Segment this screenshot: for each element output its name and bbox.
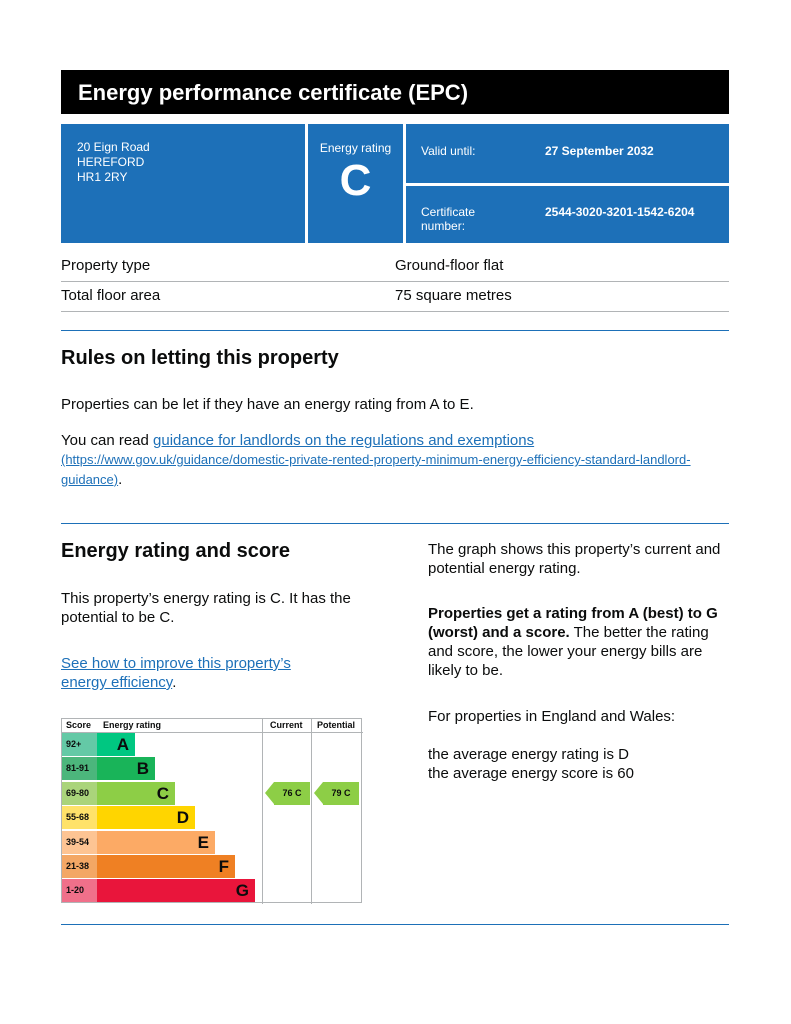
graph-description: The graph shows this property’s current and potential energy rating. [428, 541, 721, 577]
rating-explanation-rest: The better the rating and score, the lower your energy bills are likely to be. [428, 624, 709, 679]
average-rating-text: the average energy rating is D [428, 746, 629, 763]
letting-guidance-paragraph [61, 431, 729, 490]
average-score-text: the average energy score is 60 [428, 765, 634, 782]
rating-explanation-bold: Properties get a rating from A (best) to G (worst) and a score. [428, 605, 718, 641]
property-type-value: Ground-floor flat [395, 257, 504, 274]
band-score-f: 21-38 [62, 855, 97, 878]
letting-heading: Rules on letting this property [61, 347, 339, 369]
chart-header-current: Current [270, 720, 303, 730]
band-bar-c: C [97, 782, 175, 805]
band-score-d: 55-68 [62, 806, 97, 829]
property-type-label: Property type [61, 257, 151, 274]
valid-until-label: Valid until: [421, 144, 476, 158]
epc-rating-chart [61, 718, 362, 903]
band-bar-f: F [97, 855, 235, 878]
band-score-a: 92+ [62, 733, 97, 756]
address-line-2: HEREFORD [77, 155, 145, 169]
page-title: Energy performance certificate (EPC) [61, 70, 729, 114]
energy-rating-paragraph: This property’s energy rating is C. It has the potential to be C. [61, 590, 351, 626]
chart-header-energy-rating: Energy rating [103, 720, 162, 730]
section-divider [61, 330, 729, 331]
improve-efficiency-link[interactable]: See how to improve this property’s energy efficiency [61, 655, 291, 691]
section-divider [61, 523, 729, 524]
potential-rating-arrow-tip [314, 782, 323, 804]
current-rating-arrow-label: 76 C [274, 782, 310, 805]
certificate-label-line-1: Certificate [421, 205, 476, 219]
energy-rating-panel [308, 124, 403, 243]
band-score-g: 1-20 [62, 879, 97, 902]
floor-area-row [61, 282, 729, 312]
potential-rating-arrow-label: 79 C [323, 782, 359, 805]
improve-paragraph [61, 654, 331, 692]
floor-area-label: Total floor area [61, 287, 161, 304]
chart-header-potential: Potential [317, 720, 356, 730]
rating-explanation [428, 604, 730, 680]
property-type-row [61, 252, 729, 282]
england-wales-text: For properties in England and Wales: [428, 708, 676, 725]
band-bar-a: A [97, 733, 135, 756]
guidance-url-link[interactable]: (https://www.gov.uk/guidance/domestic-private-rented-property-minimum-energy-efficiency-standard-landlord-guidance) [61, 452, 691, 487]
floor-area-value: 75 square metres [395, 287, 512, 304]
section-divider [61, 924, 729, 925]
band-bar-d: D [97, 806, 195, 829]
certificate-number-panel [406, 186, 729, 243]
band-bar-b: B [97, 757, 155, 780]
address-panel [61, 124, 305, 243]
band-score-c: 69-80 [62, 782, 97, 805]
chart-column-divider [262, 719, 263, 904]
band-bar-g: G [97, 879, 255, 902]
energy-rating-label: Energy rating [319, 141, 392, 155]
certificate-number-label [421, 205, 475, 233]
address-line-1: 20 Eign Road [77, 140, 150, 154]
energy-heading: Energy rating and score [61, 540, 290, 562]
energy-rating-letter: C [339, 156, 372, 205]
guidance-prefix: You can read [61, 432, 154, 449]
letting-paragraph: Properties can be let if they have an energy rating from A to E. [61, 396, 474, 413]
certificate-number-value: 2544-3020-3201-1542-6204 [545, 205, 695, 219]
address-line-3: HR1 2RY [77, 170, 128, 184]
certificate-label-line-2: number: [421, 219, 466, 233]
valid-until-value: 27 September 2032 [545, 144, 654, 158]
band-bar-e: E [97, 831, 215, 854]
band-score-e: 39-54 [62, 831, 97, 854]
current-rating-arrow-tip [265, 782, 274, 804]
guidance-link[interactable]: guidance for landlords on the regulations and exemptions [153, 432, 535, 449]
chart-header-score: Score [66, 720, 92, 730]
improve-suffix: . [172, 674, 177, 691]
band-score-b: 81-91 [62, 757, 97, 780]
guidance-suffix: . [118, 471, 123, 488]
valid-until-panel [406, 124, 729, 183]
chart-column-divider [311, 719, 312, 904]
